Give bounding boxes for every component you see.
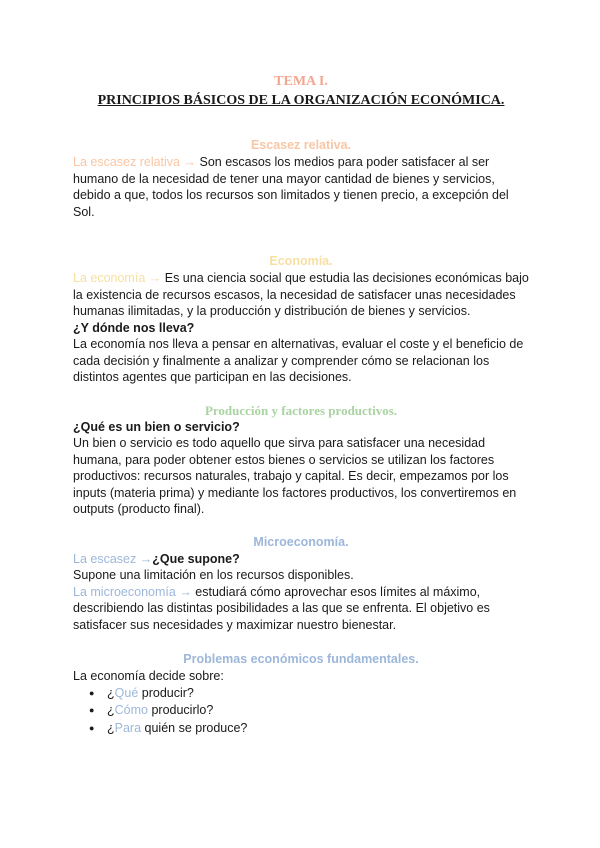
economia-text: Es una ciencia social que estudia las decisiones económicas bajo la existencia de recursos escasos, la necesidad de satisfacer unas necesidades humanas ilimitadas, y la producción y distribución de bienes y servicios.: [73, 271, 529, 318]
arrow-icon: →: [148, 271, 162, 285]
produccion-question: ¿Qué es un bien o servicio?: [73, 419, 240, 434]
micro-text-2: estudiará cómo aprovechar esos límites al máximo, describiendo las distintas posibilidades a las que se enfrenta. El objetivo es satisfacer sus necesidades y maximizar nuestro bienestar.: [73, 584, 490, 632]
problemas-list: [73, 685, 529, 738]
arrow-icon: →: [183, 155, 196, 169]
document-page: [73, 72, 529, 737]
arrow-icon: →: [139, 551, 153, 566]
problemas-intro: La economía decide sobre:: [73, 669, 224, 683]
section-heading-escasez: Escasez relativa.: [250, 138, 352, 152]
economia-answer: La economía nos lleva a pensar en alternativas, evaluar el coste y el beneficio de cada decisión y finalmente a analizar y comprender cómo se relacionan los distintos agentes que participan en las decisiones.: [73, 337, 524, 384]
economia-paragraph: [73, 270, 529, 320]
economia-question: ¿Y dónde nos lleva?: [73, 320, 195, 335]
list-item: ● ¿Para quién se produce?: [97, 720, 529, 738]
section-heading-economia: Economía.: [269, 254, 333, 268]
micro-question: ¿Que supone?: [152, 551, 240, 566]
section-heading-micro: Microeconomía.: [253, 534, 349, 549]
arrow-icon: →: [179, 584, 192, 599]
escasez-text: Son escasos los medios para poder satisfacer al ser humano de la necesidad de tener una mayor cantidad de bienes y servicios, debido a que, todos los recursos son limitados y tienen precio, a excepción del Sol.: [73, 155, 509, 219]
keyword: Qué: [114, 685, 139, 700]
tema-label: TEMA I.: [274, 74, 328, 89]
page-title: PRINCIPIOS BÁSICOS DE LA ORGANIZACIÓN ECONÓMICA.: [97, 93, 505, 108]
micro-line-1: [73, 551, 529, 568]
keyword: Para: [114, 720, 142, 735]
section-heading-problemas: Problemas económicos fundamentales.: [183, 652, 419, 666]
micro-text-1: Supone una limitación en los recursos disponibles.: [73, 568, 354, 582]
produccion-text: Un bien o servicio es todo aquello que sirva para satisfacer una necesidad humana, para poder obtener estos bienes o servicios se utilizan los factores productivos: recursos naturales, trabajo y capital. Es decir, empezamos por los inputs (materia prima) y mediante los factores productivos, los convertiremos en outputs (producto final).: [73, 436, 517, 516]
micro-term-microeconomia: La microeconomía: [73, 584, 176, 599]
escasez-paragraph: [73, 154, 529, 220]
escasez-term: La escasez relativa: [73, 155, 181, 169]
micro-paragraph-2: [73, 584, 529, 634]
section-heading-produccion: Producción y factores productivos.: [204, 402, 398, 418]
economia-term: La economía: [73, 271, 146, 285]
list-item: ● ¿Cómo producirlo?: [97, 702, 529, 720]
keyword: Cómo: [114, 703, 148, 717]
micro-term-escasez: La escasez: [73, 551, 137, 566]
list-item: ● ¿Qué producir?: [97, 685, 529, 703]
